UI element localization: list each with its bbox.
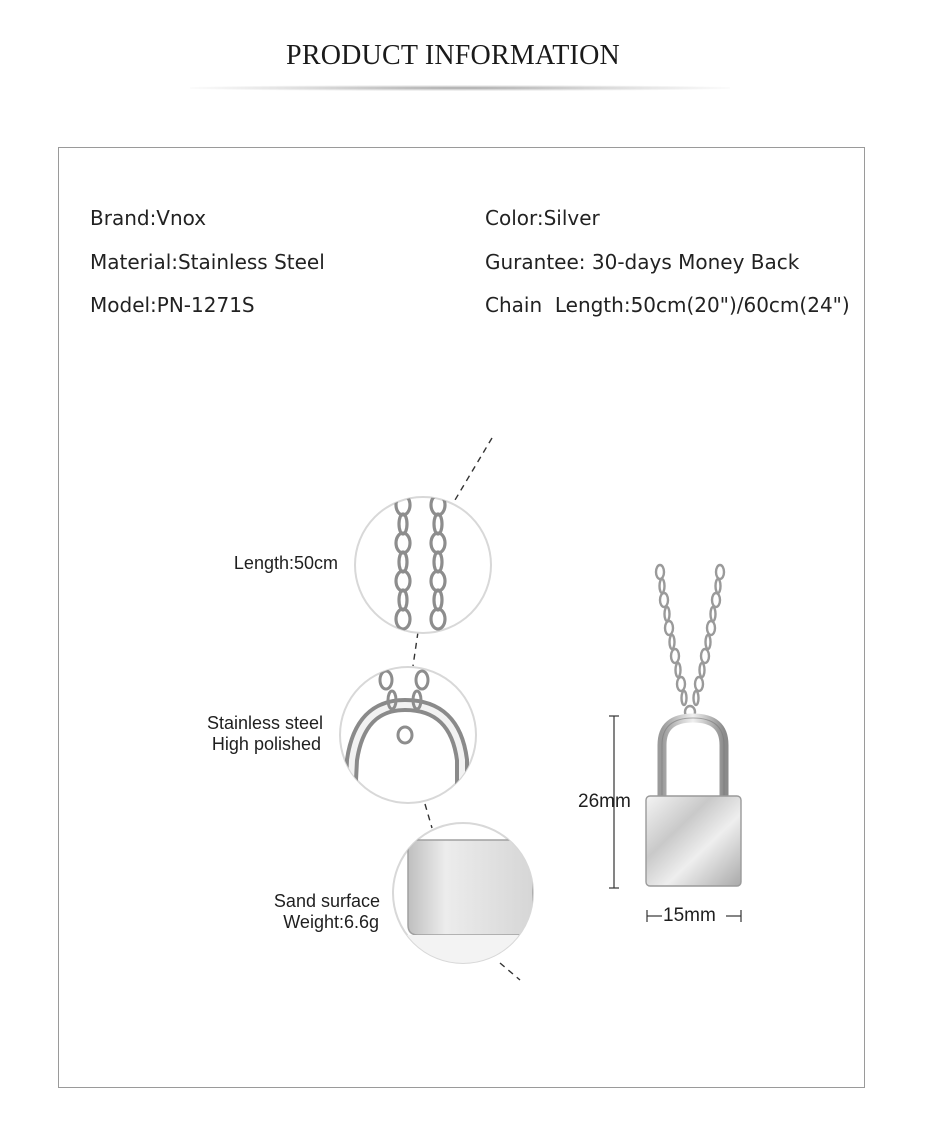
spec-guarantee: Gurantee: 30-days Money Back (485, 250, 800, 274)
zoom-circle-chain (355, 495, 491, 633)
zoom-circle-surface (393, 823, 545, 965)
callout-surface-line1: Sand surface (273, 891, 380, 911)
spec-model: Model:PN-1271S (90, 293, 255, 317)
spec-brand: Brand:Vnox (90, 206, 207, 230)
callout-surface-line2: Weight:6.6g (283, 912, 379, 932)
spec-chain-length: Chain Length:50cm(20")/60cm(24") (485, 293, 850, 317)
dimension-height-label: 26mm (578, 791, 631, 812)
zoom-circle-shackle (340, 667, 476, 803)
padlock-pendant (646, 718, 741, 886)
pendant-chain (656, 565, 724, 718)
callout-steel-line2: High polished (211, 734, 321, 754)
section-title: PRODUCT INFORMATION (286, 40, 620, 71)
callout-length: Length:50cm (233, 553, 338, 573)
spec-color: Color:Silver (485, 206, 600, 230)
callout-steel-line1: Stainless steel (206, 713, 323, 733)
spec-material: Material:Stainless Steel (90, 250, 325, 274)
dimension-width-label: 15mm (663, 905, 716, 926)
